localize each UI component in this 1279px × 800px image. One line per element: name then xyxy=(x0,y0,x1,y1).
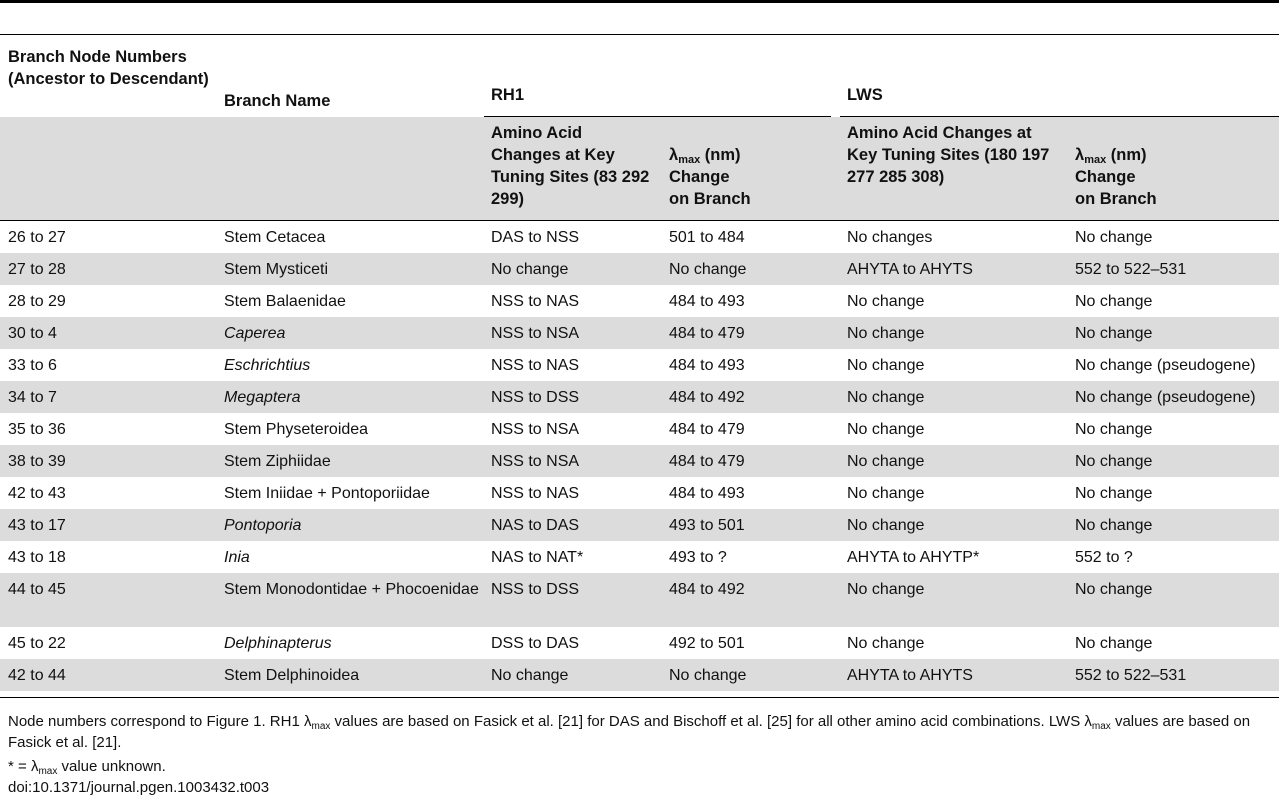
branch-nodes-cell: 38 to 39 xyxy=(8,453,66,470)
lws-lambda-cell: No change (pseudogene) xyxy=(1075,357,1256,374)
lws-amino-acid-cell: No change xyxy=(847,517,925,534)
lws-amino-acid-cell: AHYTA to AHYTS xyxy=(847,667,973,684)
rh1-lambda-cell: 501 to 484 xyxy=(669,229,745,246)
lambda-subscript: max xyxy=(1091,721,1111,732)
lws-amino-acid-cell: No change xyxy=(847,453,925,470)
table-row xyxy=(0,541,1279,573)
rh1-amino-acid-cell: NSS to NAS xyxy=(491,293,580,310)
rh1-lambda-cell: No change xyxy=(669,261,747,278)
lws-lambda-cell: No change xyxy=(1075,517,1153,534)
lws-lambda-cell: 552 to 522–531 xyxy=(1075,667,1187,684)
rh1-lambda-cell: 484 to 493 xyxy=(669,357,745,374)
table-row xyxy=(0,573,1279,627)
rh1-amino-acid-cell: NAS to NAT* xyxy=(491,549,584,566)
branch-nodes-cell: 28 to 29 xyxy=(8,293,66,310)
lws-amino-acid-cell: No change xyxy=(847,389,925,406)
branch-name-cell: Stem Monodontidae + Phocoenidae xyxy=(224,581,479,598)
rh1-lambda-cell: 484 to 493 xyxy=(669,485,745,502)
lws-amino-acid-cell: No changes xyxy=(847,229,933,246)
lws-amino-acid-cell: No change xyxy=(847,485,925,502)
branch-name-cell: Stem Cetacea xyxy=(224,229,326,246)
branch-nodes-cell: 42 to 44 xyxy=(8,667,66,684)
rh1-amino-acid-cell: NSS to DSS xyxy=(491,389,580,406)
rh1-lambda-cell: 484 to 479 xyxy=(669,453,745,470)
header-lws-amino-acid-changes: Amino Acid Changes at Key Tuning Sites (180 197 277 285 308) xyxy=(847,124,1050,186)
lambda-subscript: max xyxy=(678,154,701,166)
lambda-unit: (nm) xyxy=(1106,146,1147,164)
lws-lambda-cell: No change xyxy=(1075,635,1153,652)
branch-name-cell: Inia xyxy=(224,549,250,566)
lws-lambda-cell: No change xyxy=(1075,421,1153,438)
lws-amino-acid-cell: AHYTA to AHYTP* xyxy=(847,549,980,566)
rh1-amino-acid-cell: NSS to NSA xyxy=(491,421,580,438)
table-row xyxy=(0,221,1279,253)
header-group-lws: LWS xyxy=(847,86,883,104)
lambda-on-branch-label: on Branch xyxy=(1075,190,1157,208)
lambda-symbol: λ xyxy=(669,146,679,164)
rh1-lambda-cell: 484 to 492 xyxy=(669,581,745,598)
table-row xyxy=(0,509,1279,541)
lws-amino-acid-cell: No change xyxy=(847,293,925,310)
table-row xyxy=(0,349,1279,381)
branch-nodes-cell: 27 to 28 xyxy=(8,261,66,278)
footnote-asterisk xyxy=(8,756,166,777)
footnote-text: value unknown. xyxy=(57,758,166,775)
rh1-lambda-cell: 493 to ? xyxy=(669,549,727,566)
table-row xyxy=(0,285,1279,317)
rh1-lambda-cell: 484 to 479 xyxy=(669,325,745,342)
table-row xyxy=(0,317,1279,349)
rh1-amino-acid-cell: NSS to NSA xyxy=(491,325,580,342)
branch-name-cell: Stem Physeteroidea xyxy=(224,421,369,438)
branch-nodes-cell: 45 to 22 xyxy=(8,635,66,652)
lws-lambda-cell: No change (pseudogene) xyxy=(1075,389,1256,406)
table-bottom-rule xyxy=(0,697,1279,698)
branch-nodes-cell: 35 to 36 xyxy=(8,421,66,438)
lambda-subscript: max xyxy=(1084,154,1107,166)
lws-lambda-cell: No change xyxy=(1075,485,1153,502)
branch-name-cell: Eschrichtius xyxy=(224,357,311,374)
rh1-amino-acid-cell: NSS to NSA xyxy=(491,453,580,470)
lws-lambda-cell: 552 to 522–531 xyxy=(1075,261,1187,278)
table-row xyxy=(0,381,1279,413)
rh1-lambda-cell: 484 to 493 xyxy=(669,293,745,310)
footnote-text: Node numbers correspond to Figure 1. RH1 xyxy=(8,713,304,730)
rh1-amino-acid-cell: NSS to DSS xyxy=(491,581,580,598)
branch-name-cell: Stem Balaenidae xyxy=(224,293,346,310)
top-rule xyxy=(0,0,1279,3)
header-branch-name: Branch Name xyxy=(224,92,331,110)
footnote-text: values are based on Fasick et al. [21]. xyxy=(8,713,1251,751)
rh1-amino-acid-cell: DSS to DAS xyxy=(491,635,580,652)
lambda-unit: (nm) xyxy=(700,146,741,164)
table-row xyxy=(0,445,1279,477)
table-row xyxy=(0,413,1279,445)
branch-nodes-cell: 33 to 6 xyxy=(8,357,57,374)
lws-amino-acid-cell: AHYTA to AHYTS xyxy=(847,261,973,278)
rh1-amino-acid-cell: DAS to NSS xyxy=(491,229,580,246)
branch-nodes-cell: 26 to 27 xyxy=(8,229,66,246)
rh1-group-rule xyxy=(484,116,831,117)
branch-nodes-cell: 44 to 45 xyxy=(8,581,66,598)
branch-nodes-cell: 42 to 43 xyxy=(8,485,66,502)
branch-nodes-cell: 43 to 18 xyxy=(8,549,66,566)
footnote-sources xyxy=(8,711,1278,753)
rh1-lambda-cell: 492 to 501 xyxy=(669,635,745,652)
branch-name-cell: Stem Iniidae + Pontoporiidae xyxy=(224,485,430,502)
rh1-amino-acid-cell: NAS to DAS xyxy=(491,517,580,534)
lambda-symbol: λ xyxy=(1075,146,1085,164)
lws-amino-acid-cell: No change xyxy=(847,635,925,652)
lambda-symbol: λ xyxy=(1084,713,1092,730)
branch-name-cell: Delphinapterus xyxy=(224,635,332,652)
branch-nodes-cell: 30 to 4 xyxy=(8,325,57,342)
lws-lambda-cell: No change xyxy=(1075,293,1153,310)
rh1-lambda-cell: 484 to 479 xyxy=(669,421,745,438)
footnote-text: values are based on Fasick et al. [21] for DAS and Bischoff et al. [25] for all other amino acid combinations. LWS xyxy=(330,713,1085,730)
lws-amino-acid-cell: No change xyxy=(847,325,925,342)
lws-lambda-cell: No change xyxy=(1075,453,1153,470)
header-rh1-amino-acid-changes: Amino Acid Changes at Key Tuning Sites (83 292 299) xyxy=(491,124,650,208)
rh1-lambda-cell: 484 to 492 xyxy=(669,389,745,406)
lambda-subscript: max xyxy=(311,721,331,732)
branch-nodes-cell: 34 to 7 xyxy=(8,389,57,406)
rh1-lambda-cell: No change xyxy=(669,667,747,684)
lws-lambda-cell: No change xyxy=(1075,325,1153,342)
branch-name-cell: Megaptera xyxy=(224,389,301,406)
header-group-rh1: RH1 xyxy=(491,86,525,104)
table-row xyxy=(0,659,1279,691)
branch-name-cell: Stem Mysticeti xyxy=(224,261,329,278)
lws-lambda-cell: 552 to ? xyxy=(1075,549,1133,566)
header-rh1-lambda-change xyxy=(669,144,751,210)
rh1-amino-acid-cell: No change xyxy=(491,667,569,684)
table-row xyxy=(0,627,1279,659)
lambda-change-label: Change xyxy=(669,168,730,186)
lws-group-rule xyxy=(840,116,1279,117)
branch-name-cell: Pontoporia xyxy=(224,517,302,534)
rh1-lambda-cell: 493 to 501 xyxy=(669,517,745,534)
lambda-on-branch-label: on Branch xyxy=(669,190,751,208)
table-row xyxy=(0,253,1279,285)
lambda-symbol: λ xyxy=(303,713,312,730)
table-body xyxy=(0,221,1279,691)
lws-lambda-cell: No change xyxy=(1075,229,1153,246)
header-top-rule xyxy=(0,34,1279,35)
rh1-amino-acid-cell: NSS to NAS xyxy=(491,357,580,374)
lws-amino-acid-cell: No change xyxy=(847,357,925,374)
lws-amino-acid-cell: No change xyxy=(847,421,925,438)
footnote-doi: doi:10.1371/journal.pgen.1003432.t003 xyxy=(8,779,270,796)
branch-name-cell: Caperea xyxy=(224,325,286,342)
rh1-amino-acid-cell: NSS to NAS xyxy=(491,485,580,502)
header-branch-nodes: Branch Node Numbers (Ancestor to Descendant) xyxy=(8,48,209,88)
lws-amino-acid-cell: No change xyxy=(847,581,925,598)
table-row xyxy=(0,477,1279,509)
branch-name-cell: Stem Delphinoidea xyxy=(224,667,360,684)
lws-lambda-cell: No change xyxy=(1075,581,1153,598)
lambda-subscript: max xyxy=(38,766,58,777)
branch-nodes-cell: 43 to 17 xyxy=(8,517,66,534)
lambda-symbol: λ xyxy=(30,758,39,775)
branch-name-cell: Stem Ziphiidae xyxy=(224,453,331,470)
header-lws-lambda-change xyxy=(1075,144,1157,210)
rh1-amino-acid-cell: No change xyxy=(491,261,569,278)
lambda-change-label: Change xyxy=(1075,168,1136,186)
footnote-text: * = xyxy=(8,758,31,775)
